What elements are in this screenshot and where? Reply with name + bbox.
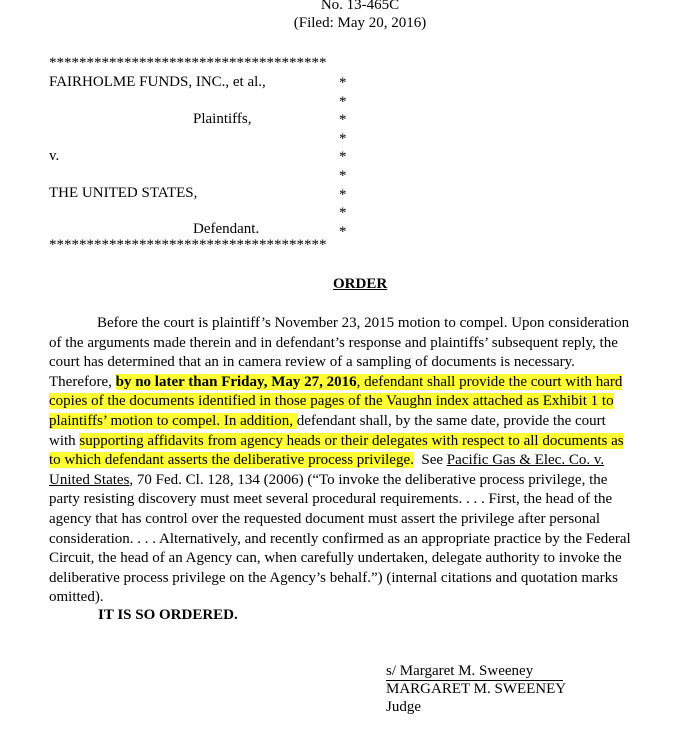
body-line: party resisting discovery must meet several procedural requirements. . . . First, the head of the xyxy=(49,491,613,508)
plaintiff-role: Plaintiffs, xyxy=(193,111,252,127)
highlighted-text: copies of the documents identified in those pages of the Vaughn index attached as Exhibit 1 to xyxy=(49,393,614,410)
body-line xyxy=(49,432,674,452)
caption-stars-bottom: ************************************* xyxy=(49,237,327,253)
highlighted-text: to which defendant asserts the deliberative process privilege. xyxy=(49,452,414,469)
highlighted-text: , defendant shall provide the court with hard xyxy=(356,373,623,390)
so-ordered: IT IS SO ORDERED. xyxy=(98,607,238,623)
caption-star: * xyxy=(339,75,347,91)
versus: v. xyxy=(49,148,60,164)
caption-star: * xyxy=(339,205,347,222)
caption-star: * xyxy=(339,167,347,184)
order-body xyxy=(49,314,674,608)
body-line xyxy=(49,392,674,412)
caption-star: * xyxy=(339,223,347,240)
body-line: Circuit, the head of an Agency can, when carefully undertaken, delegate authority to invoke the xyxy=(49,550,622,567)
body-line: of the arguments made therein and in defendant’s response and plaintiffs’ subsequent reply, the xyxy=(49,334,618,351)
body-text: with xyxy=(49,432,80,449)
body-line: deliberative process privilege on the Agency’s behalf.”) (internal citations and quotation marks xyxy=(49,569,618,586)
body-line: consideration. . . . Alternatively, and recently confirmed as an appropriate practice by the Federal xyxy=(49,530,631,547)
body-line xyxy=(49,373,674,393)
order-title: ORDER xyxy=(333,276,388,292)
caption-star: * xyxy=(339,93,347,110)
case-citation: Pacific Gas & Elec. Co. v. xyxy=(446,452,605,469)
body-line: omitted). xyxy=(49,589,104,606)
judge-name: MARGARET M. SWEENEY xyxy=(386,681,567,697)
defendant-role: Defendant. xyxy=(193,221,260,237)
signature-line xyxy=(386,663,563,681)
plaintiff-name: FAIRHOLME FUNDS, INC., et al., xyxy=(49,74,266,90)
caption-star: * xyxy=(339,149,347,166)
filed-date: (Filed: May 20, 2016) xyxy=(293,15,427,31)
caption-stars-top: ************************************* xyxy=(49,55,327,71)
body-line xyxy=(49,471,674,491)
caption-star: * xyxy=(339,112,347,129)
body-line xyxy=(49,451,674,471)
body-line: Before the court is plaintiff’s November 23, 2015 motion to compel. Upon consideration xyxy=(97,315,630,331)
case-number: No. 13-465C xyxy=(320,0,400,13)
body-line: court has determined that an in camera review of a sampling of documents is necessary. xyxy=(49,354,575,371)
caption-star: * xyxy=(339,186,347,203)
judge-signature: s/ Margaret M. Sweeney xyxy=(386,663,563,681)
highlighted-text: supporting affidavits from agency heads or their delegates with respect to all documents as xyxy=(79,432,624,449)
body-text: See xyxy=(413,452,447,469)
body-text: defendant shall, by the same date, provide the court xyxy=(296,412,606,429)
highlighted-deadline: by no later than Friday, May 27, 2016 xyxy=(115,373,357,390)
caption-star-column xyxy=(339,74,349,241)
defendant-name: THE UNITED STATES, xyxy=(49,185,198,201)
case-citation: United States xyxy=(49,471,130,488)
body-line: agency that has control over the requested document must assert the privilege after personal xyxy=(49,510,601,527)
caption-star: * xyxy=(339,130,347,147)
body-text: Therefore, xyxy=(49,373,116,390)
body-line xyxy=(49,412,674,432)
highlighted-text: plaintiffs’ motion to compel. In addition, xyxy=(49,412,297,429)
judge-title: Judge xyxy=(386,699,421,715)
body-text: , 70 Fed. Cl. 128, 134 (2006) (“To invoke the deliberative process privilege, the xyxy=(129,471,608,488)
